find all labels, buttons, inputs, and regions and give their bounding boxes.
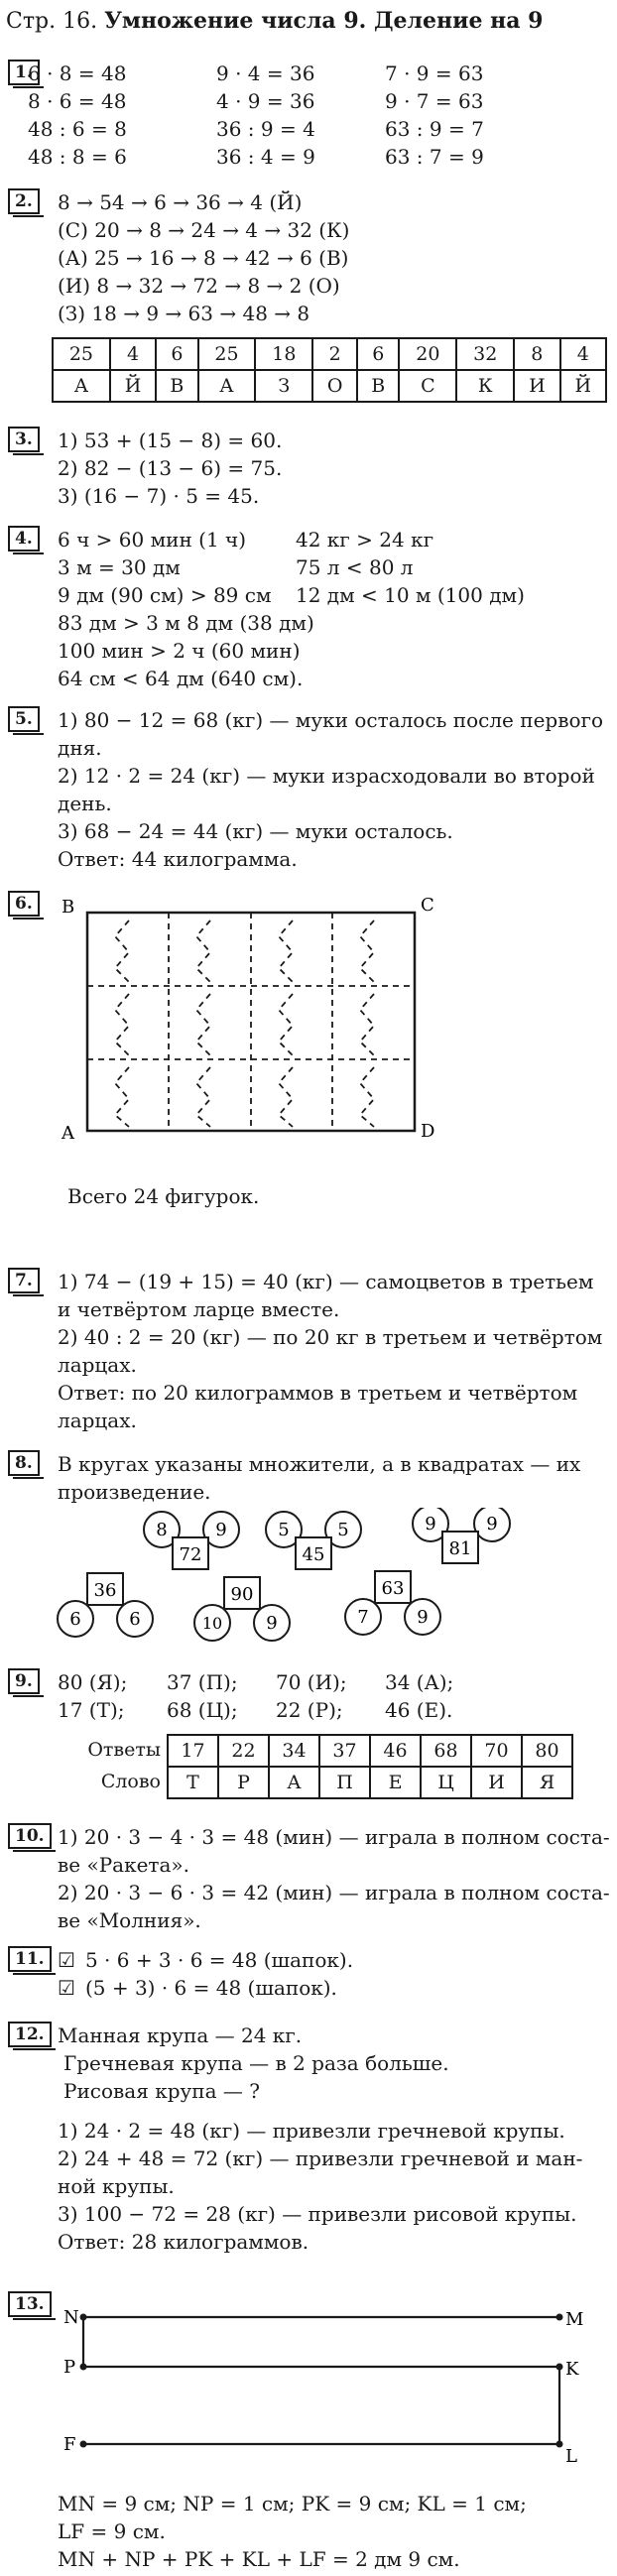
equation: 63 : 9 = 7 [385,117,484,141]
page-title [6,6,543,37]
checked-line [58,1974,609,2002]
corner-label-b: B [62,897,75,918]
expression: 2) 82 − (13 − 6) = 75. [58,456,283,480]
task-4 [8,526,609,704]
equation: 48 : 6 = 8 [28,117,127,141]
cipher-cell: В [357,370,399,402]
point-k [556,2364,563,2371]
factor-value: 7 [357,1607,369,1628]
equations-column-1 [28,60,216,171]
comparison: 12 дм < 10 м (100 дм) [296,583,525,607]
comparison-row [58,553,609,581]
comparison: 64 см < 64 дм (640 см). [58,667,304,690]
measurement-line: MN + NP + PK + KL + LF = 2 дм 9 см. [58,2547,460,2571]
solution-line: 3) 100 − 72 = 28 (кг) — привезли рисовой крупы. [58,2202,577,2226]
product-value: 81 [448,1538,472,1559]
solution-line: ве «Молния». [58,1908,201,1932]
label-n: N [63,2307,79,2328]
equation: 9 · 4 = 36 [216,61,315,85]
comparison-row [58,526,609,553]
cipher-cell: 4 [110,338,156,370]
letter-cell: И [471,1767,522,1798]
cipher-cell: Й [110,370,156,402]
condition-line: Рисовая крупа — ? [63,2079,260,2103]
point-f [80,2441,87,2448]
task-7 [8,1268,609,1446]
equation: 8 · 6 = 48 [28,89,127,113]
solution-line: дня. [58,736,102,760]
task-number: 7. [8,1268,40,1293]
solution-line: и четвёртом ларце вместе. [58,1297,340,1321]
cipher-cell: С [399,370,456,402]
product-value: 36 [93,1580,117,1601]
comparison: 75 л < 80 л [296,555,414,579]
task-number: 4. [8,526,40,552]
point-p [80,2364,87,2371]
factor-value: 9 [266,1613,278,1634]
task-number: 8. [8,1450,40,1476]
task-11 [8,1946,609,2016]
comparison-row [58,581,609,609]
solution-line: день. [58,792,112,815]
condition-line: Манная крупа — 24 кг. [58,2024,303,2047]
task-3 [8,427,609,526]
answer-line: ларцах. [58,1409,137,1432]
solution-line: 1) 74 − (19 + 15) = 40 (кг) — самоцветов в третьем [58,1270,594,1293]
equation: 9 · 7 = 63 [385,89,484,113]
solution-line: 2) 24 + 48 = 72 (кг) — привезли гречневой и ман- [58,2147,583,2170]
solution-line: ларцах. [58,1353,137,1377]
solution-line: 2) 40 : 2 = 20 (кг) — по 20 кг в третьем и четвёртом [58,1325,603,1349]
instruction-line: В кругах указаны множители, а в квадратах — их [58,1452,581,1476]
factor-value: 6 [129,1609,141,1630]
value-letter-row [58,1696,609,1724]
cipher-cell: 18 [255,338,312,370]
letter-cell: Я [522,1767,572,1798]
comparison: 6 ч > 60 мин (1 ч) [58,528,247,552]
cipher-cell: 6 [357,338,399,370]
factor-value: 5 [337,1520,349,1540]
chain-line: (А) 25 → 16 → 8 → 42 → 6 (В) [58,246,349,270]
product-value: 45 [302,1544,325,1565]
answer-word-table [167,1734,573,1799]
equation: 4 · 9 = 36 [216,89,315,113]
answer-cell: 80 [522,1735,572,1767]
expression: 5 · 6 + 3 · 6 = 48 (шапок). [84,1948,354,1972]
letter-cell: П [319,1767,370,1798]
answers-row [168,1735,572,1767]
letter-cell: Ц [421,1767,471,1798]
label-l: L [565,2446,577,2467]
word-row [168,1767,572,1798]
equation: 36 : 9 = 4 [216,117,315,141]
letter-cell: Р [218,1767,269,1798]
equation: 6 · 8 = 48 [28,61,127,85]
task-number: 3. [8,427,40,452]
comparison: 3 м = 30 дм [58,555,181,579]
equations-column-3 [385,60,554,171]
answer-cell: 37 [319,1735,370,1767]
task-number: 10. [8,1823,52,1849]
product-value: 63 [381,1578,405,1599]
task-number: 12. [8,2022,52,2047]
value-letter: 22 (Р); [276,1698,343,1722]
expression: 1) 53 + (15 − 8) = 60. [58,429,283,452]
task-number: 2. [8,188,40,214]
value-letter: 37 (П); [167,1670,238,1694]
factor-value: 9 [417,1607,429,1628]
cipher-cell: 2 [312,338,357,370]
cipher-cell: А [198,370,256,402]
solution-line: 1) 24 · 2 = 48 (кг) — привезли гречневой крупы. [58,2119,565,2143]
corner-label-a: A [62,1123,74,1143]
task-2 [8,188,609,427]
broken-line-diagram [63,2295,599,2484]
factor-value: 5 [278,1520,290,1540]
task-number: 9. [8,1668,40,1694]
answer-cell: 34 [269,1735,319,1767]
condition-line: Гречневая крупа — в 2 раза больше. [63,2051,449,2075]
point-l [556,2441,563,2448]
cipher-cell: З [255,370,312,402]
task-number: 11. [8,1946,52,1972]
answer-cell: 68 [421,1735,471,1767]
corner-label-d: D [421,1121,435,1142]
expression: (5 + 3) · 6 = 48 (шапок). [84,1976,337,2000]
product-value: 90 [230,1584,254,1605]
label-m: M [565,2309,584,2330]
task-number: 5. [8,706,40,732]
task-number: 6. [8,891,40,917]
answer-word-block [58,1734,573,1799]
answer-line: Ответ: 44 килограмма. [58,847,298,871]
chain-line: (И) 8 → 32 → 72 → 8 → 2 (О) [58,274,340,298]
solution-line: 2) 12 · 2 = 24 (кг) — муки израсходовали во второй [58,764,595,788]
solution-line: 1) 80 − 12 = 68 (кг) — муки осталось после первого [58,708,604,732]
checked-line [58,1946,609,1974]
cipher-numbers-row [53,338,606,370]
task-10 [8,1823,609,1942]
comparison: 100 мин > 2 ч (60 мин) [58,639,301,663]
equation: 63 : 7 = 9 [385,145,484,169]
factor-value: 10 [201,1614,223,1633]
point-m [556,2314,563,2321]
comparison: 9 дм (90 см) > 89 см [58,583,272,607]
expression: 3) (16 − 7) · 5 = 45. [58,484,260,508]
cipher-cell: О [312,370,357,402]
solution-line: ной крупы. [58,2174,175,2198]
answers-label: Ответы [87,1739,161,1761]
cipher-cell: А [53,370,110,402]
letter-cell: Т [168,1767,218,1798]
checkbox-icon: ☑ [58,1948,75,1972]
task-5 [8,706,609,885]
instruction-line: произведение. [58,1480,211,1504]
row-labels [58,1734,167,1799]
task-6 [8,891,609,1268]
measurements [58,2490,527,2573]
measurement-line: LF = 9 см. [58,2519,166,2543]
factor-diagrams [48,1508,603,1647]
comparison: 83 дм > 3 м 8 дм (38 дм) [58,611,314,635]
solution-line: 3) 68 − 24 = 44 (кг) — муки осталось. [58,819,453,843]
answer-cell: 17 [168,1735,218,1767]
comparison: 42 кг > 24 кг [296,528,434,552]
factor-value: 6 [69,1609,81,1630]
total-figures: Всего 24 фигурок. [67,1184,260,1208]
task-13 [8,2291,609,2574]
equation: 48 : 8 = 6 [28,145,127,169]
cipher-cell: В [156,370,197,402]
factor-value: 9 [486,1514,498,1534]
lesson-title: Умножение числа 9. Деление на 9 [104,8,544,34]
chain-line: (С) 20 → 8 → 24 → 4 → 32 (К) [58,218,350,242]
cipher-cell: 32 [456,338,514,370]
page-number: Стр. 16. [6,9,98,34]
task-number: 1. [8,60,40,85]
equation: 36 : 4 = 9 [216,145,315,169]
value-letter-row [58,1668,609,1696]
cipher-cell: 8 [514,338,559,370]
value-letter: 17 (Т); [58,1698,125,1722]
answer-line: Ответ: по 20 килограммов в третьем и четвёртом [58,1381,578,1405]
cipher-cell: 6 [156,338,197,370]
answer-cell: 22 [218,1735,269,1767]
point-n [80,2314,87,2321]
word-label: Слово [100,1771,161,1792]
letter-cell: Е [370,1767,421,1798]
label-f: F [63,2434,76,2455]
product-value: 72 [179,1544,202,1565]
label-k: K [565,2359,579,2380]
cipher-cell: 20 [399,338,456,370]
solution-line: ве «Ракета». [58,1853,189,1877]
checkbox-icon: ☑ [58,1976,75,2000]
task-9 [8,1668,609,1807]
task-number: 13. [8,2291,52,2317]
answer-cell: 70 [471,1735,522,1767]
cipher-letters-row [53,370,606,402]
task-12 [8,2022,609,2279]
label-p: P [63,2357,76,2378]
answer-cell: 46 [370,1735,421,1767]
task-8 [8,1450,609,1649]
value-letter: 80 (Я); [58,1670,128,1694]
solution-line: 2) 20 · 3 − 6 · 3 = 42 (мин) — играла в полном соста- [58,1881,610,1904]
value-letter: 46 (Е). [385,1698,453,1722]
cipher-cell: И [514,370,559,402]
solution-line: 1) 20 · 3 − 4 · 3 = 48 (мин) — играла в полном соста- [58,1825,610,1849]
broken-line [83,2317,559,2444]
cipher-cell: Й [560,370,606,402]
value-letter: 68 (Ц); [167,1698,238,1722]
cipher-cell: К [456,370,514,402]
chain-line: (З) 18 → 9 → 63 → 48 → 8 [58,302,310,325]
equation: 7 · 9 = 63 [385,61,484,85]
value-letter: 70 (И); [276,1670,347,1694]
cipher-cell: 4 [560,338,606,370]
value-letter: 34 (А); [385,1670,454,1694]
cipher-cell: 25 [53,338,110,370]
factor-value: 8 [156,1520,168,1540]
task-1 [8,60,609,179]
measurement-line: MN = 9 см; NP = 1 см; PK = 9 см; KL = 1 см; [58,2492,527,2515]
figure-cut-diagram [58,895,444,1143]
factor-value: 9 [425,1514,436,1534]
corner-label-c: C [421,895,434,916]
letter-cell: А [269,1767,319,1798]
cipher-cell: 25 [198,338,256,370]
chain-line: 8 → 54 → 6 → 36 → 4 (Й) [58,190,303,214]
factor-value: 9 [215,1520,227,1540]
cut-lines [87,913,415,1131]
cipher-table [52,337,607,403]
equations-column-2 [216,60,385,171]
answer-line: Ответ: 28 килограммов. [58,2230,309,2254]
